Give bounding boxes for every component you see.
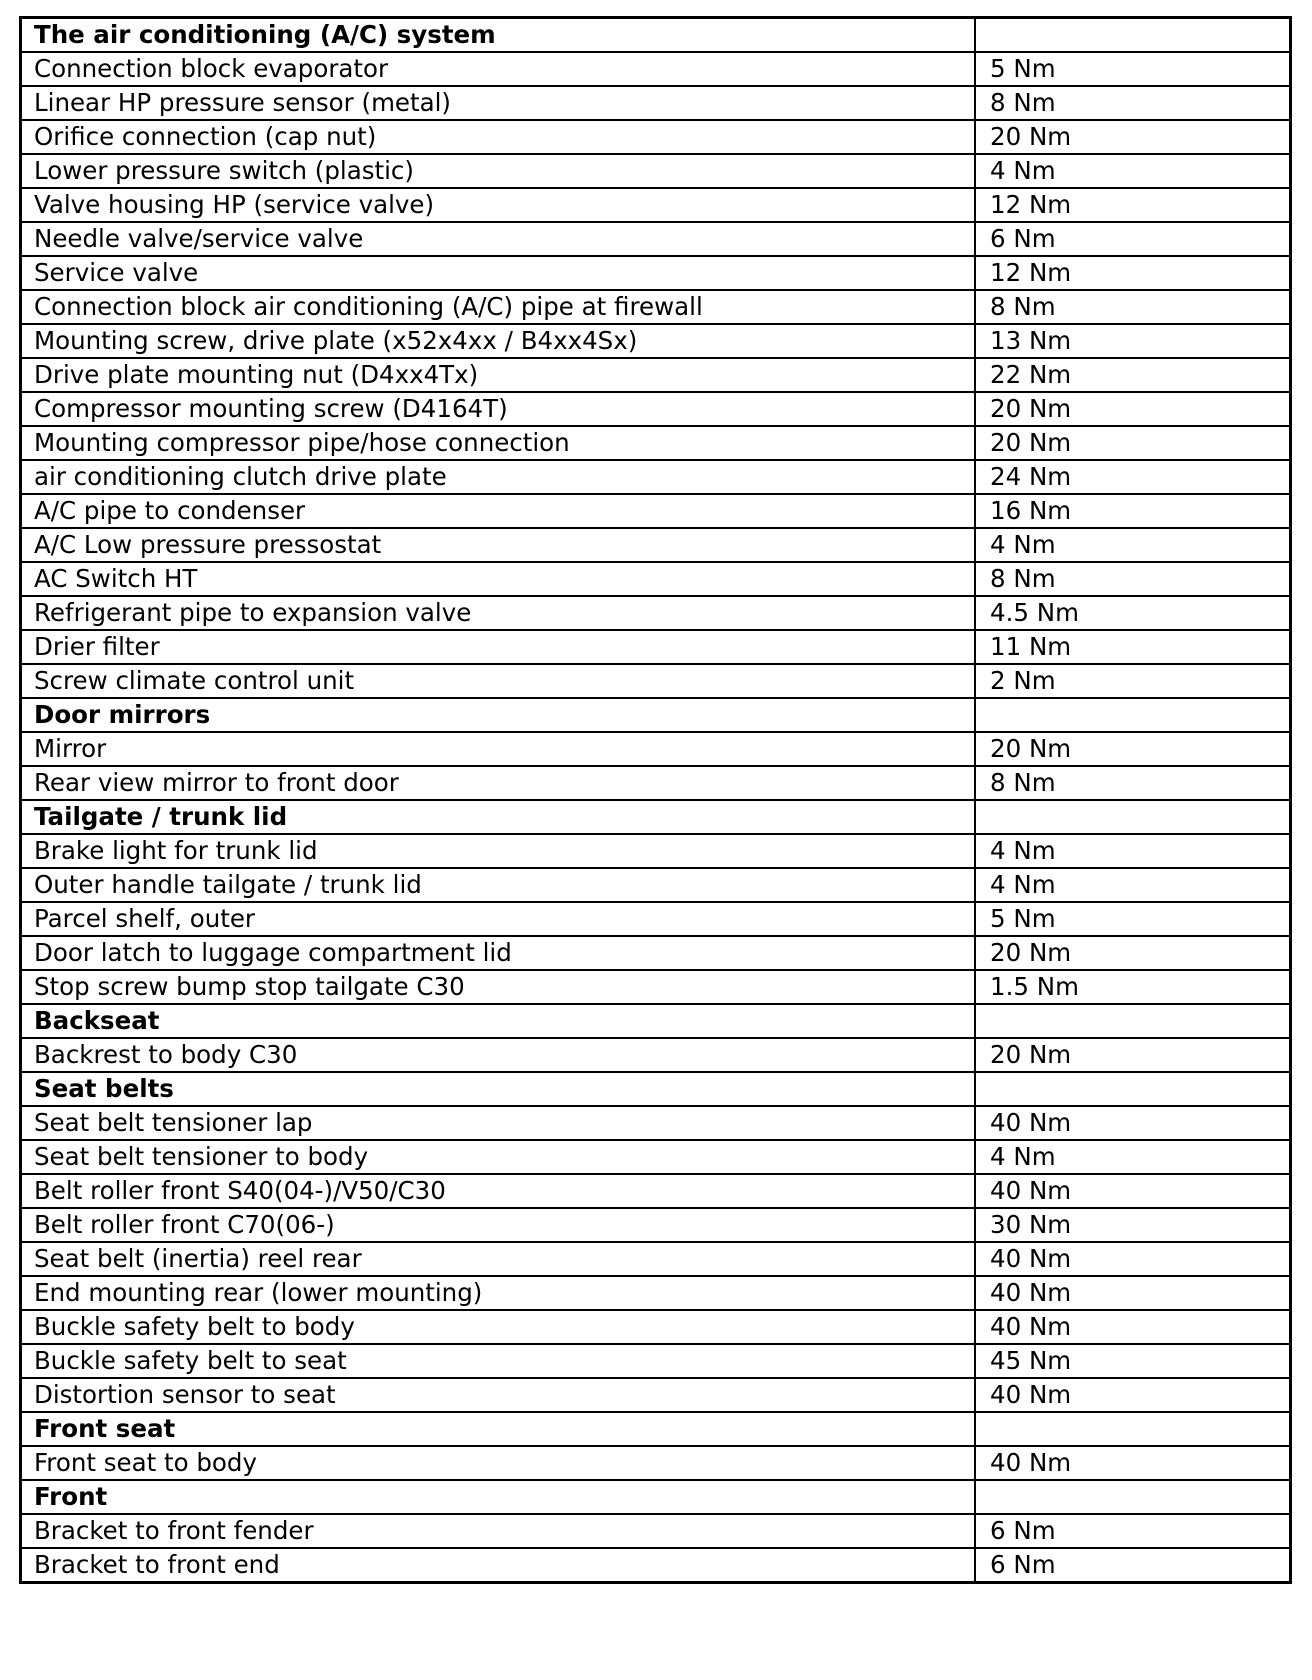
component-cell: air conditioning clutch drive plate — [21, 460, 976, 494]
component-cell: Drier filter — [21, 630, 976, 664]
section-header-row — [21, 1480, 1291, 1514]
torque-value-cell: 6 Nm — [975, 1548, 1291, 1583]
section-header-row — [21, 800, 1291, 834]
component-cell: Connection block air conditioning (A/C) pipe at firewall — [21, 290, 976, 324]
torque-value-cell: 4 Nm — [975, 834, 1291, 868]
torque-value-cell: 5 Nm — [975, 902, 1291, 936]
component-cell: Lower pressure switch (plastic) — [21, 154, 976, 188]
component-cell: Outer handle tailgate / trunk lid — [21, 868, 976, 902]
component-cell: Door latch to luggage compartment lid — [21, 936, 976, 970]
table-row — [21, 834, 1291, 868]
torque-value-cell: 20 Nm — [975, 120, 1291, 154]
torque-value-cell: 40 Nm — [975, 1276, 1291, 1310]
table-row — [21, 970, 1291, 1004]
component-cell: Stop screw bump stop tailgate C30 — [21, 970, 976, 1004]
torque-value-cell: 40 Nm — [975, 1174, 1291, 1208]
section-title: Front — [21, 1480, 976, 1514]
torque-value-cell: 12 Nm — [975, 256, 1291, 290]
component-cell: Buckle safety belt to seat — [21, 1344, 976, 1378]
table-row — [21, 358, 1291, 392]
table-row — [21, 1276, 1291, 1310]
table-row — [21, 86, 1291, 120]
section-title: Tailgate / trunk lid — [21, 800, 976, 834]
component-cell: Orifice connection (cap nut) — [21, 120, 976, 154]
table-row — [21, 766, 1291, 800]
table-row — [21, 392, 1291, 426]
component-cell: Connection block evaporator — [21, 52, 976, 86]
component-cell: Drive plate mounting nut (D4xx4Tx) — [21, 358, 976, 392]
torque-value-cell: 40 Nm — [975, 1310, 1291, 1344]
torque-table-body — [21, 18, 1291, 1583]
section-title: Front seat — [21, 1412, 976, 1446]
torque-value-cell: 5 Nm — [975, 52, 1291, 86]
torque-value-cell: 8 Nm — [975, 290, 1291, 324]
component-cell: Seat belt tensioner to body — [21, 1140, 976, 1174]
component-cell: Bracket to front fender — [21, 1514, 976, 1548]
component-cell: Needle valve/service valve — [21, 222, 976, 256]
component-cell: Distortion sensor to seat — [21, 1378, 976, 1412]
torque-value-cell: 4 Nm — [975, 528, 1291, 562]
component-cell: Seat belt tensioner lap — [21, 1106, 976, 1140]
component-cell: Mounting compressor pipe/hose connection — [21, 426, 976, 460]
table-row — [21, 52, 1291, 86]
table-row — [21, 1548, 1291, 1583]
table-row — [21, 494, 1291, 528]
torque-value-cell — [975, 698, 1291, 732]
torque-value-cell: 8 Nm — [975, 766, 1291, 800]
table-row — [21, 1344, 1291, 1378]
component-cell: A/C Low pressure pressostat — [21, 528, 976, 562]
torque-value-cell: 6 Nm — [975, 222, 1291, 256]
table-row — [21, 426, 1291, 460]
table-row — [21, 1208, 1291, 1242]
table-row — [21, 596, 1291, 630]
component-cell: Mounting screw, drive plate (x52x4xx / B4xx4Sx) — [21, 324, 976, 358]
table-row — [21, 1140, 1291, 1174]
torque-table — [19, 16, 1292, 1584]
torque-value-cell — [975, 18, 1291, 53]
component-cell: Compressor mounting screw (D4164T) — [21, 392, 976, 426]
torque-value-cell: 6 Nm — [975, 1514, 1291, 1548]
section-header-row — [21, 698, 1291, 732]
torque-value-cell: 4 Nm — [975, 1140, 1291, 1174]
torque-value-cell: 4 Nm — [975, 868, 1291, 902]
section-header-row — [21, 1412, 1291, 1446]
torque-value-cell: 1.5 Nm — [975, 970, 1291, 1004]
component-cell: Linear HP pressure sensor (metal) — [21, 86, 976, 120]
torque-value-cell — [975, 1004, 1291, 1038]
torque-value-cell: 45 Nm — [975, 1344, 1291, 1378]
component-cell: Front seat to body — [21, 1446, 976, 1480]
torque-value-cell: 22 Nm — [975, 358, 1291, 392]
component-cell: Refrigerant pipe to expansion valve — [21, 596, 976, 630]
torque-value-cell: 16 Nm — [975, 494, 1291, 528]
component-cell: Valve housing HP (service valve) — [21, 188, 976, 222]
component-cell: Mirror — [21, 732, 976, 766]
component-cell: Seat belt (inertia) reel rear — [21, 1242, 976, 1276]
torque-value-cell: 20 Nm — [975, 936, 1291, 970]
component-cell: End mounting rear (lower mounting) — [21, 1276, 976, 1310]
table-row — [21, 902, 1291, 936]
table-row — [21, 460, 1291, 494]
table-row — [21, 1514, 1291, 1548]
component-cell: Bracket to front end — [21, 1548, 976, 1583]
component-cell: Belt roller front C70(06-) — [21, 1208, 976, 1242]
table-row — [21, 188, 1291, 222]
component-cell: Rear view mirror to front door — [21, 766, 976, 800]
torque-value-cell: 20 Nm — [975, 732, 1291, 766]
torque-value-cell: 40 Nm — [975, 1242, 1291, 1276]
torque-value-cell: 40 Nm — [975, 1446, 1291, 1480]
component-cell: Buckle safety belt to body — [21, 1310, 976, 1344]
table-row — [21, 1242, 1291, 1276]
torque-value-cell: 4.5 Nm — [975, 596, 1291, 630]
table-row — [21, 256, 1291, 290]
component-cell: Screw climate control unit — [21, 664, 976, 698]
table-row — [21, 222, 1291, 256]
component-cell: Backrest to body C30 — [21, 1038, 976, 1072]
section-title: Seat belts — [21, 1072, 976, 1106]
table-row — [21, 868, 1291, 902]
torque-value-cell: 4 Nm — [975, 154, 1291, 188]
torque-value-cell — [975, 1072, 1291, 1106]
table-row — [21, 154, 1291, 188]
torque-value-cell: 20 Nm — [975, 426, 1291, 460]
torque-value-cell: 8 Nm — [975, 562, 1291, 596]
torque-value-cell: 11 Nm — [975, 630, 1291, 664]
table-row — [21, 1174, 1291, 1208]
torque-value-cell: 20 Nm — [975, 392, 1291, 426]
torque-value-cell: 13 Nm — [975, 324, 1291, 358]
component-cell: Belt roller front S40(04-)/V50/C30 — [21, 1174, 976, 1208]
torque-value-cell: 30 Nm — [975, 1208, 1291, 1242]
component-cell: A/C pipe to condenser — [21, 494, 976, 528]
section-title: The air conditioning (A/C) system — [21, 18, 976, 53]
torque-value-cell: 2 Nm — [975, 664, 1291, 698]
torque-value-cell — [975, 1412, 1291, 1446]
component-cell: Brake light for trunk lid — [21, 834, 976, 868]
table-row — [21, 1038, 1291, 1072]
table-row — [21, 1106, 1291, 1140]
torque-value-cell — [975, 800, 1291, 834]
table-row — [21, 290, 1291, 324]
component-cell: Service valve — [21, 256, 976, 290]
table-row — [21, 664, 1291, 698]
section-header-row — [21, 18, 1291, 53]
table-row — [21, 630, 1291, 664]
torque-value-cell: 20 Nm — [975, 1038, 1291, 1072]
component-cell: Parcel shelf, outer — [21, 902, 976, 936]
table-row — [21, 936, 1291, 970]
torque-value-cell — [975, 1480, 1291, 1514]
section-title: Door mirrors — [21, 698, 976, 732]
table-row — [21, 732, 1291, 766]
component-cell: AC Switch HT — [21, 562, 976, 596]
table-row — [21, 562, 1291, 596]
table-row — [21, 120, 1291, 154]
torque-value-cell: 12 Nm — [975, 188, 1291, 222]
torque-value-cell: 40 Nm — [975, 1378, 1291, 1412]
torque-value-cell: 24 Nm — [975, 460, 1291, 494]
section-title: Backseat — [21, 1004, 976, 1038]
table-row — [21, 324, 1291, 358]
section-header-row — [21, 1004, 1291, 1038]
table-row — [21, 528, 1291, 562]
torque-value-cell: 40 Nm — [975, 1106, 1291, 1140]
table-row — [21, 1378, 1291, 1412]
section-header-row — [21, 1072, 1291, 1106]
table-row — [21, 1310, 1291, 1344]
table-row — [21, 1446, 1291, 1480]
torque-value-cell: 8 Nm — [975, 86, 1291, 120]
